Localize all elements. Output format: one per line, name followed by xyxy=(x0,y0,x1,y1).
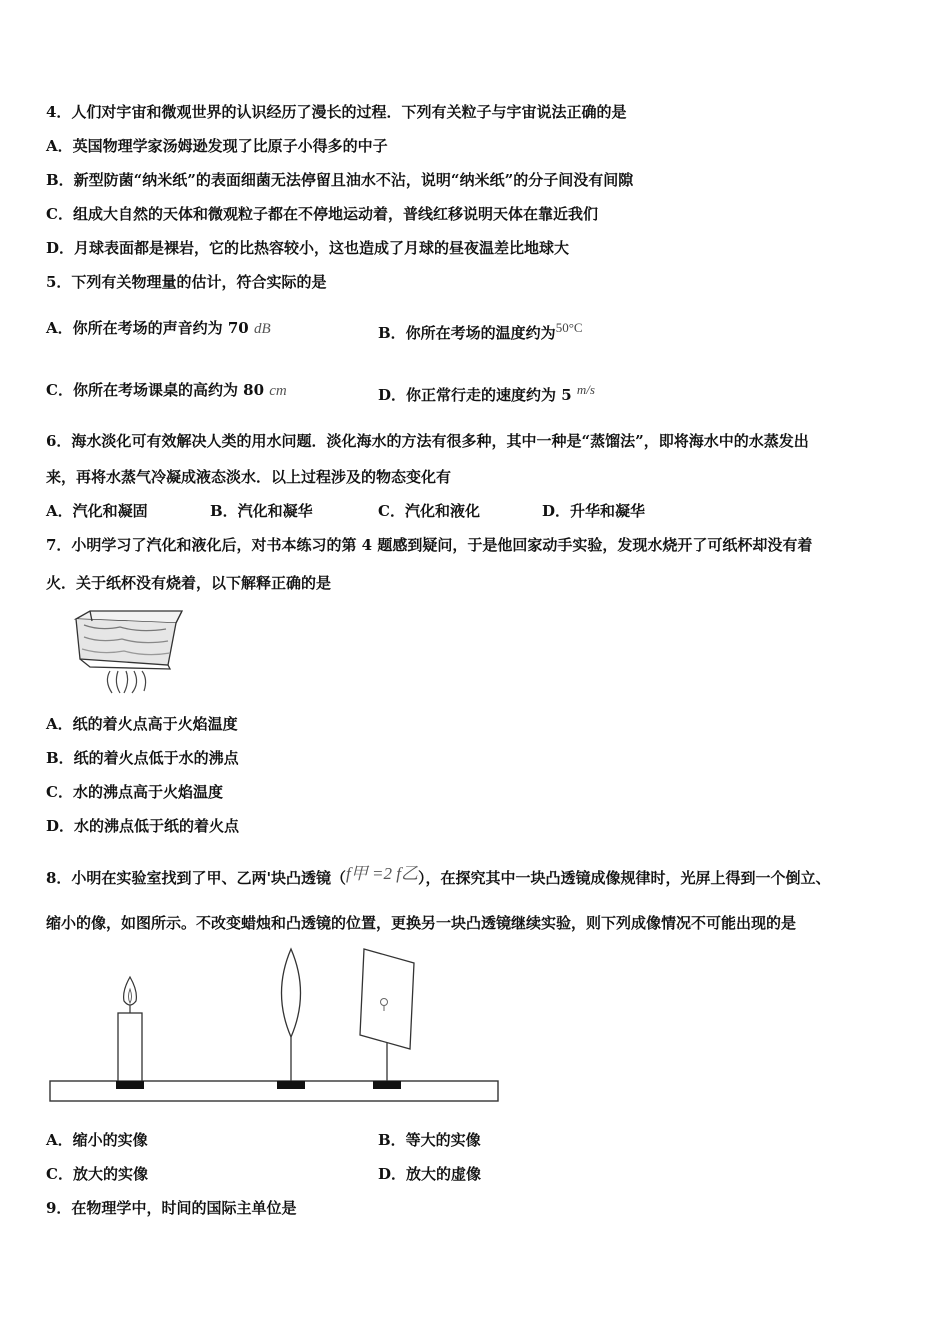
q4-stem: 4．人们对宇宙和微观世界的认识经历了漫长的过程．下列有关粒子与宇宙说法正确的是 xyxy=(46,103,627,121)
q8-option-d: D．放大的虚像 xyxy=(378,1165,482,1183)
paper-cup-figure xyxy=(70,605,190,695)
q4-option-a: A．英国物理学家汤姆逊发现了比原子小得多的中子 xyxy=(46,137,388,155)
q7-option-b: B．纸的着火点低于水的沸点 xyxy=(46,749,239,767)
q5-c-unit: cm xyxy=(269,383,287,399)
convex-lens xyxy=(277,949,305,1089)
q7-stem-line1: 7．小明学习了汽化和液化后，对书本练习的第 4 题感到疑问，于是他回家动手实验，发现水烧开了可纸杯却没有着 xyxy=(46,536,813,554)
q5-option-b xyxy=(378,318,583,343)
q6-option-b: B．汽化和凝华 xyxy=(210,502,313,520)
q6-option-c: C．汽化和液化 xyxy=(378,502,480,520)
q4-option-d: D．月球表面都是裸岩，它的比热容较小，这也造成了月球的昼夜温差比地球大 xyxy=(46,239,570,257)
q5-option-c xyxy=(46,380,287,401)
q5-a-unit: dB xyxy=(253,321,271,337)
q4-option-c: C．组成大自然的天体和微观粒子都在不停地运动着，普线红移说明天体在靠近我们 xyxy=(46,205,598,223)
q5-b-value: 50°C xyxy=(555,320,583,335)
q9-stem: 9．在物理学中，时间的国际主单位是 xyxy=(46,1199,297,1217)
q5-b-text: B．你所在考场的温度约为 xyxy=(378,324,556,342)
light-screen xyxy=(360,949,414,1089)
q7-stem-line2: 火．关于纸杯没有烧着，以下解释正确的是 xyxy=(46,574,332,592)
q5-option-a xyxy=(46,318,271,339)
q8-stem-line2: 缩小的像，如图所示。不改变蜡烛和凸透镜的位置，更换另一块凸透镜继续实验，则下列成像情况不可能出现的是 xyxy=(46,914,797,932)
q8-option-c: C．放大的实像 xyxy=(46,1165,148,1183)
q5-d-text: D．你正常行走的速度约为 5 xyxy=(378,386,577,404)
q8-option-b: B．等大的实像 xyxy=(378,1131,481,1149)
q6-option-d: D．升华和凝华 xyxy=(542,502,646,520)
q7-option-c: C．水的沸点高于火焰温度 xyxy=(46,783,223,801)
candle xyxy=(116,977,144,1089)
q5-c-text: C．你所在考场课桌的高约为 80 xyxy=(46,381,270,399)
q5-d-unit: m/s xyxy=(576,382,595,397)
q5-option-d xyxy=(378,380,595,405)
q8-stem-part1: 8．小明在实验室找到了甲、乙两'块凸透镜（ xyxy=(46,869,347,887)
q7-option-a: A．纸的着火点高于火焰温度 xyxy=(46,715,238,733)
q4-option-b: B．新型防菌“纳米纸”的表面细菌无法停留且油水不沾，说明“纳米纸”的分子间没有间隙 xyxy=(46,171,634,189)
q7-option-d: D．水的沸点低于纸的着火点 xyxy=(46,817,240,835)
q8-stem-part2: ），在探究其中一块凸透镜成像规律时，光屏上得到一个倒立、 xyxy=(417,869,831,887)
q5-stem: 5．下列有关物理量的估计，符合实际的是 xyxy=(46,273,327,291)
q8-option-a: A．缩小的实像 xyxy=(46,1131,148,1149)
q6-stem-line1: 6．海水淡化可有效解决人类的用水问题．淡化海水的方法有很多种，其中一种是“蒸馏法”，即将海水中的水蒸发出 xyxy=(46,432,809,450)
q6-option-a: A．汽化和凝固 xyxy=(46,502,148,520)
q6-stem-line2: 来，再将水蒸气冷凝成液态淡水．以上过程涉及的物态变化有 xyxy=(46,468,452,486)
q5-a-text: A．你所在考场的声音约为 70 xyxy=(46,319,254,337)
optical-bench-figure xyxy=(46,945,506,1105)
q8-formula: f甲 =2 f乙 xyxy=(346,864,418,883)
q8-stem-line1 xyxy=(46,864,830,888)
